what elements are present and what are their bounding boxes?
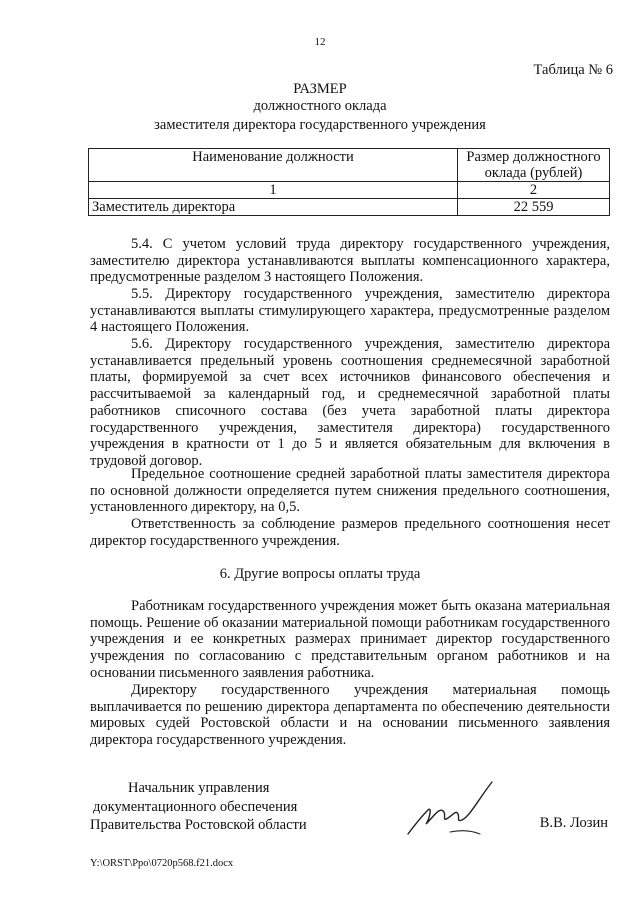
signer-title-line-1: Начальник управления xyxy=(128,780,270,796)
file-path: Y:\ORST\Ppo\0720p568.f21.docx xyxy=(90,858,234,869)
heading-subtitle: должностного оклада xyxy=(253,98,387,114)
paragraph-5-6-limit: Предельное соотношение средней заработной платы заместителя директора по основной должности определяется путем снижения предельного соотношения, установленного директору, на 0,5. xyxy=(90,466,610,516)
paragraph-5-6-responsibility: Ответственность за соблюдение размеров предельного соотношения несет директор государственного учреждения. xyxy=(90,516,610,549)
signer-name: В.В. Лозин xyxy=(539,815,608,831)
column-number-1: 1 xyxy=(89,182,458,199)
signer-title-line-2: документационного обеспечения xyxy=(93,799,298,815)
table-label: Таблица № 6 xyxy=(533,62,613,78)
paragraph-6-2: Директору государственного учреждения материальная помощь выплачивается по решению директора департамента по обеспечению деятельности мировых судей Ростовской области и на основании письменного заявления директора государственного учреждения. xyxy=(90,682,610,749)
position-name: Заместитель директора xyxy=(89,199,458,216)
column-number-2: 2 xyxy=(458,182,610,199)
heading-subtitle-2: заместителя директора государственного учреждения xyxy=(154,117,486,133)
header-salary: Размер должностного оклада (рублей) xyxy=(458,149,610,182)
paragraph-5-4: 5.4. С учетом условий труда директору государственного учреждения, заместителю директора устанавливаются выплаты компенсационного характера, предусмотренные разделом 3 настоящего Положения. xyxy=(90,236,610,286)
table-row xyxy=(89,199,610,216)
handwritten-signature xyxy=(400,776,500,840)
paragraph-6-1: Работникам государственного учреждения может быть оказана материальная помощь. Решение об оказании материальной помощи работникам государственного учреждения и ее конкретных размерах принимает директор государственного учреждения по согласованию с представительным органом работников и на основании письменного заявления работника. xyxy=(90,598,610,681)
page-number: 12 xyxy=(314,36,326,48)
salary-table xyxy=(88,148,610,216)
section-6-title: 6. Другие вопросы оплаты труда xyxy=(219,566,421,582)
table-numbering-row xyxy=(89,182,610,199)
table-header-row xyxy=(89,149,610,182)
signer-title-line-3: Правительства Ростовской области xyxy=(90,817,307,833)
heading-title: РАЗМЕР xyxy=(293,81,347,97)
salary-amount: 22 559 xyxy=(458,199,610,216)
paragraph-5-6: 5.6. Директору государственного учреждения, заместителю директора устанавливается предельный уровень соотношения среднемесячной заработной платы, формируемой за счет всех источников финансового обеспечения и рассчитываемой за календарный год, и среднемесячной заработной платы работников списочного состава (без учета заработной платы директора государственного учреждения, заместителя директора) государственного учреждения в кратности от 1 до 5 и является обязательным для включения в трудовой договор. xyxy=(90,336,610,469)
paragraph-5-5: 5.5. Директору государственного учреждения, заместителю директора устанавливаются выплаты стимулирующего характера, предусмотренные разделом 4 настоящего Положения. xyxy=(90,286,610,336)
header-position: Наименование должности xyxy=(89,149,458,182)
